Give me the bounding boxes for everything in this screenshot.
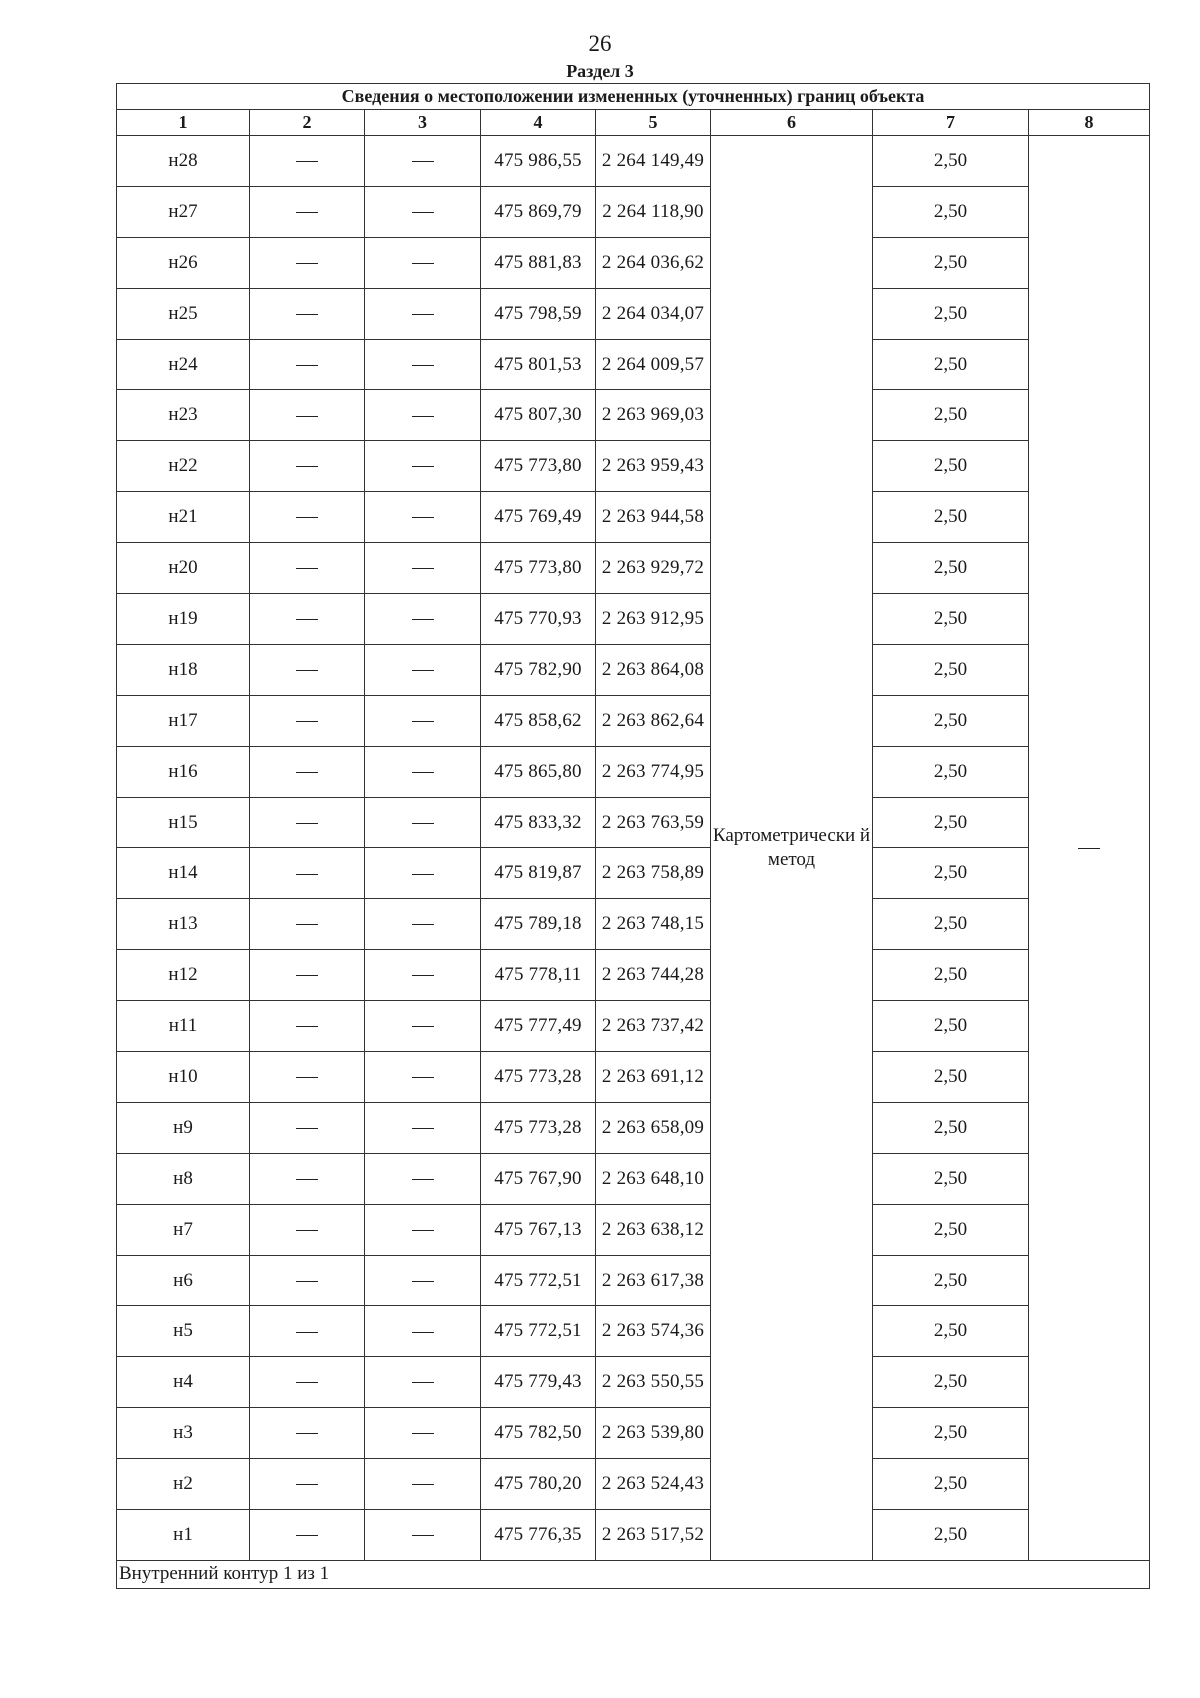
column-3-cell [365, 1001, 481, 1052]
dash-mark [412, 416, 434, 417]
dash-mark [296, 517, 318, 518]
y-coordinate-cell: 2 263 969,03 [596, 390, 711, 441]
column-number-row [117, 110, 1150, 136]
accuracy-cell: 2,50 [873, 1408, 1029, 1459]
column-number-6: 6 [711, 110, 873, 136]
column-2-cell [250, 1510, 365, 1561]
accuracy-cell: 2,50 [873, 492, 1029, 543]
y-coordinate-cell: 2 263 944,58 [596, 492, 711, 543]
column-3-cell [365, 644, 481, 695]
y-coordinate-cell: 2 264 036,62 [596, 237, 711, 288]
y-coordinate-cell: 2 264 118,90 [596, 186, 711, 237]
dash-mark [296, 1230, 318, 1231]
column-3-cell [365, 746, 481, 797]
point-name-cell: н5 [117, 1306, 250, 1357]
table-row [117, 1255, 1150, 1306]
dash-mark [412, 1382, 434, 1383]
dash-mark [296, 568, 318, 569]
dash-mark [412, 1179, 434, 1180]
table-row [117, 1306, 1150, 1357]
accuracy-cell: 2,50 [873, 441, 1029, 492]
point-name-cell: н18 [117, 644, 250, 695]
column-3-cell [365, 1306, 481, 1357]
column-3-cell [365, 848, 481, 899]
y-coordinate-cell: 2 263 862,64 [596, 695, 711, 746]
column-3-cell [365, 1052, 481, 1103]
table-row [117, 390, 1150, 441]
dash-mark [296, 1535, 318, 1536]
point-name-cell: н8 [117, 1153, 250, 1204]
column-number-2: 2 [250, 110, 365, 136]
accuracy-cell: 2,50 [873, 644, 1029, 695]
accuracy-cell: 2,50 [873, 1153, 1029, 1204]
accuracy-cell: 2,50 [873, 1306, 1029, 1357]
accuracy-cell: 2,50 [873, 1204, 1029, 1255]
column-2-cell [250, 1001, 365, 1052]
dash-mark [412, 823, 434, 824]
dash-mark [296, 670, 318, 671]
section-title: Раздел 3 [566, 61, 634, 81]
dash-mark [412, 1026, 434, 1027]
column-3-cell [365, 695, 481, 746]
accuracy-cell: 2,50 [873, 288, 1029, 339]
x-coordinate-cell: 475 782,50 [481, 1408, 596, 1459]
dash-mark [412, 161, 434, 162]
column-3-cell [365, 390, 481, 441]
x-coordinate-cell: 475 776,35 [481, 1510, 596, 1561]
table-row [117, 644, 1150, 695]
y-coordinate-cell: 2 263 737,42 [596, 1001, 711, 1052]
column-3-cell [365, 1510, 481, 1561]
y-coordinate-cell: 2 263 912,95 [596, 594, 711, 645]
point-name-cell: н24 [117, 339, 250, 390]
column-3-cell [365, 441, 481, 492]
x-coordinate-cell: 475 865,80 [481, 746, 596, 797]
column-3-cell [365, 237, 481, 288]
y-coordinate-cell: 2 263 864,08 [596, 644, 711, 695]
y-coordinate-cell: 2 263 748,15 [596, 899, 711, 950]
y-coordinate-cell: 2 263 658,09 [596, 1102, 711, 1153]
y-coordinate-cell: 2 264 009,57 [596, 339, 711, 390]
point-name-cell: н21 [117, 492, 250, 543]
column-3-cell [365, 186, 481, 237]
point-name-cell: н7 [117, 1204, 250, 1255]
dash-mark [412, 314, 434, 315]
dash-mark [296, 874, 318, 875]
x-coordinate-cell: 475 858,62 [481, 695, 596, 746]
method-cell: Картометрически й метод [711, 136, 873, 1561]
x-coordinate-cell: 475 773,28 [481, 1052, 596, 1103]
accuracy-cell: 2,50 [873, 1001, 1029, 1052]
accuracy-cell: 2,50 [873, 186, 1029, 237]
x-coordinate-cell: 475 769,49 [481, 492, 596, 543]
column-3-cell [365, 1102, 481, 1153]
column-number-7: 7 [873, 110, 1029, 136]
column-2-cell [250, 492, 365, 543]
column-2-cell [250, 695, 365, 746]
dash-mark [412, 924, 434, 925]
accuracy-cell: 2,50 [873, 1052, 1029, 1103]
column-2-cell [250, 644, 365, 695]
column-3-cell [365, 1459, 481, 1510]
point-name-cell: н4 [117, 1357, 250, 1408]
accuracy-cell: 2,50 [873, 848, 1029, 899]
boundary-coordinates-table [116, 83, 1150, 1589]
table-row [117, 1408, 1150, 1459]
column-2-cell [250, 1102, 365, 1153]
x-coordinate-cell: 475 777,49 [481, 1001, 596, 1052]
y-coordinate-cell: 2 263 539,80 [596, 1408, 711, 1459]
column-2-cell [250, 746, 365, 797]
x-coordinate-cell: 475 789,18 [481, 899, 596, 950]
column-3-cell [365, 1408, 481, 1459]
table-row [117, 746, 1150, 797]
column-8-cell [1029, 136, 1150, 1561]
dash-mark [296, 365, 318, 366]
column-3-cell [365, 136, 481, 187]
dash-mark [412, 365, 434, 366]
column-2-cell [250, 441, 365, 492]
x-coordinate-cell: 475 869,79 [481, 186, 596, 237]
table-row [117, 288, 1150, 339]
point-name-cell: н16 [117, 746, 250, 797]
column-3-cell [365, 339, 481, 390]
y-coordinate-cell: 2 263 517,52 [596, 1510, 711, 1561]
x-coordinate-cell: 475 881,83 [481, 237, 596, 288]
table-row [117, 492, 1150, 543]
accuracy-cell: 2,50 [873, 543, 1029, 594]
table-row [117, 1510, 1150, 1561]
column-3-cell [365, 1153, 481, 1204]
point-name-cell: н15 [117, 797, 250, 848]
dash-mark [296, 466, 318, 467]
accuracy-cell: 2,50 [873, 594, 1029, 645]
table-row [117, 1052, 1150, 1103]
point-name-cell: н11 [117, 1001, 250, 1052]
point-name-cell: н19 [117, 594, 250, 645]
table-row [117, 237, 1150, 288]
dash-mark [296, 416, 318, 417]
y-coordinate-cell: 2 264 034,07 [596, 288, 711, 339]
x-coordinate-cell: 475 772,51 [481, 1306, 596, 1357]
table-row [117, 186, 1150, 237]
y-coordinate-cell: 2 263 638,12 [596, 1204, 711, 1255]
dash-mark [412, 568, 434, 569]
point-name-cell: н3 [117, 1408, 250, 1459]
table-row [117, 1459, 1150, 1510]
column-number-5: 5 [596, 110, 711, 136]
table-row [117, 1204, 1150, 1255]
dash-mark [296, 1433, 318, 1434]
table-row [117, 848, 1150, 899]
dash-mark [412, 1484, 434, 1485]
y-coordinate-cell: 2 263 959,43 [596, 441, 711, 492]
table-row [117, 797, 1150, 848]
accuracy-cell: 2,50 [873, 797, 1029, 848]
column-2-cell [250, 339, 365, 390]
point-name-cell: н27 [117, 186, 250, 237]
column-2-cell [250, 848, 365, 899]
column-3-cell [365, 899, 481, 950]
column-3-cell [365, 594, 481, 645]
y-coordinate-cell: 2 263 691,12 [596, 1052, 711, 1103]
y-coordinate-cell: 2 263 524,43 [596, 1459, 711, 1510]
column-2-cell [250, 594, 365, 645]
point-name-cell: н17 [117, 695, 250, 746]
x-coordinate-cell: 475 807,30 [481, 390, 596, 441]
dash-mark [296, 772, 318, 773]
column-3-cell [365, 492, 481, 543]
y-coordinate-cell: 2 263 574,36 [596, 1306, 711, 1357]
table-row [117, 695, 1150, 746]
dash-mark [412, 721, 434, 722]
x-coordinate-cell: 475 767,13 [481, 1204, 596, 1255]
x-coordinate-cell: 475 773,80 [481, 441, 596, 492]
y-coordinate-cell: 2 263 617,38 [596, 1255, 711, 1306]
column-2-cell [250, 1052, 365, 1103]
point-name-cell: н22 [117, 441, 250, 492]
column-2-cell [250, 797, 365, 848]
dash-mark [412, 1128, 434, 1129]
accuracy-cell: 2,50 [873, 695, 1029, 746]
table-footer: Внутренний контур 1 из 1 [117, 1560, 1150, 1588]
column-number-4: 4 [481, 110, 596, 136]
column-number-1: 1 [117, 110, 250, 136]
point-name-cell: н23 [117, 390, 250, 441]
x-coordinate-cell: 475 778,11 [481, 950, 596, 1001]
dash-mark [412, 1433, 434, 1434]
column-2-cell [250, 543, 365, 594]
column-2-cell [250, 136, 365, 187]
dash-mark [412, 874, 434, 875]
accuracy-cell: 2,50 [873, 339, 1029, 390]
table-row [117, 441, 1150, 492]
dash-mark [412, 466, 434, 467]
dash-mark [412, 1077, 434, 1078]
x-coordinate-cell: 475 782,90 [481, 644, 596, 695]
page-number: 26 [588, 31, 612, 56]
table-row [117, 899, 1150, 950]
accuracy-cell: 2,50 [873, 1459, 1029, 1510]
table-row [117, 1153, 1150, 1204]
accuracy-cell: 2,50 [873, 1102, 1029, 1153]
x-coordinate-cell: 475 801,53 [481, 339, 596, 390]
dash-mark [296, 975, 318, 976]
dash-mark [296, 1026, 318, 1027]
accuracy-cell: 2,50 [873, 237, 1029, 288]
x-coordinate-cell: 475 773,80 [481, 543, 596, 594]
y-coordinate-cell: 2 263 648,10 [596, 1153, 711, 1204]
y-coordinate-cell: 2 263 758,89 [596, 848, 711, 899]
dash-mark [296, 823, 318, 824]
point-name-cell: н9 [117, 1102, 250, 1153]
x-coordinate-cell: 475 779,43 [481, 1357, 596, 1408]
dash-mark [296, 1128, 318, 1129]
column-2-cell [250, 390, 365, 441]
column-2-cell [250, 899, 365, 950]
point-name-cell: н20 [117, 543, 250, 594]
table-row [117, 1001, 1150, 1052]
dash-mark [412, 1230, 434, 1231]
dash-mark [412, 212, 434, 213]
table-row [117, 1357, 1150, 1408]
x-coordinate-cell: 475 770,93 [481, 594, 596, 645]
column-3-cell [365, 1357, 481, 1408]
column-2-cell [250, 288, 365, 339]
column-2-cell [250, 186, 365, 237]
column-3-cell [365, 1255, 481, 1306]
x-coordinate-cell: 475 772,51 [481, 1255, 596, 1306]
table-caption: Сведения о местоположении измененных (уточненных) границ объекта [117, 84, 1150, 110]
y-coordinate-cell: 2 263 744,28 [596, 950, 711, 1001]
column-3-cell [365, 797, 481, 848]
column-3-cell [365, 1204, 481, 1255]
dash-mark [296, 263, 318, 264]
y-coordinate-cell: 2 264 149,49 [596, 136, 711, 187]
accuracy-cell: 2,50 [873, 950, 1029, 1001]
dash-mark [412, 517, 434, 518]
dash-mark [412, 975, 434, 976]
dash-mark [296, 1077, 318, 1078]
x-coordinate-cell: 475 833,32 [481, 797, 596, 848]
dash-mark [296, 721, 318, 722]
table-row [117, 950, 1150, 1001]
dash-mark [412, 670, 434, 671]
accuracy-cell: 2,50 [873, 390, 1029, 441]
column-2-cell [250, 237, 365, 288]
table-row [117, 543, 1150, 594]
table-row [117, 1102, 1150, 1153]
dash-mark [412, 772, 434, 773]
column-2-cell [250, 1306, 365, 1357]
point-name-cell: н2 [117, 1459, 250, 1510]
column-3-cell [365, 543, 481, 594]
column-2-cell [250, 1255, 365, 1306]
x-coordinate-cell: 475 773,28 [481, 1102, 596, 1153]
dash-mark [296, 619, 318, 620]
point-name-cell: н1 [117, 1510, 250, 1561]
point-name-cell: н28 [117, 136, 250, 187]
column-2-cell [250, 1459, 365, 1510]
y-coordinate-cell: 2 263 550,55 [596, 1357, 711, 1408]
column-number-8: 8 [1029, 110, 1150, 136]
point-name-cell: н25 [117, 288, 250, 339]
dash-mark [412, 619, 434, 620]
point-name-cell: н6 [117, 1255, 250, 1306]
dash-mark [296, 1484, 318, 1485]
accuracy-cell: 2,50 [873, 1510, 1029, 1561]
x-coordinate-cell: 475 986,55 [481, 136, 596, 187]
column-3-cell [365, 950, 481, 1001]
dash-mark [412, 1332, 434, 1333]
y-coordinate-cell: 2 263 763,59 [596, 797, 711, 848]
table-row [117, 136, 1150, 187]
x-coordinate-cell: 475 780,20 [481, 1459, 596, 1510]
accuracy-cell: 2,50 [873, 746, 1029, 797]
x-coordinate-cell: 475 767,90 [481, 1153, 596, 1204]
dash-mark [412, 1281, 434, 1282]
dash-mark [296, 1281, 318, 1282]
point-name-cell: н13 [117, 899, 250, 950]
column-2-cell [250, 950, 365, 1001]
column-2-cell [250, 1153, 365, 1204]
column-number-3: 3 [365, 110, 481, 136]
dash-mark [296, 1382, 318, 1383]
y-coordinate-cell: 2 263 929,72 [596, 543, 711, 594]
dash-mark [296, 212, 318, 213]
column-2-cell [250, 1408, 365, 1459]
table-row [117, 594, 1150, 645]
accuracy-cell: 2,50 [873, 136, 1029, 187]
dash-mark [296, 1332, 318, 1333]
x-coordinate-cell: 475 798,59 [481, 288, 596, 339]
accuracy-cell: 2,50 [873, 899, 1029, 950]
column-2-cell [250, 1357, 365, 1408]
point-name-cell: н26 [117, 237, 250, 288]
accuracy-cell: 2,50 [873, 1357, 1029, 1408]
dash-mark [296, 314, 318, 315]
dash-mark [1078, 848, 1100, 849]
point-name-cell: н14 [117, 848, 250, 899]
column-3-cell [365, 288, 481, 339]
dash-mark [296, 924, 318, 925]
dash-mark [296, 161, 318, 162]
y-coordinate-cell: 2 263 774,95 [596, 746, 711, 797]
point-name-cell: н10 [117, 1052, 250, 1103]
point-name-cell: н12 [117, 950, 250, 1001]
dash-mark [412, 263, 434, 264]
dash-mark [296, 1179, 318, 1180]
x-coordinate-cell: 475 819,87 [481, 848, 596, 899]
dash-mark [412, 1535, 434, 1536]
accuracy-cell: 2,50 [873, 1255, 1029, 1306]
column-2-cell [250, 1204, 365, 1255]
table-row [117, 339, 1150, 390]
